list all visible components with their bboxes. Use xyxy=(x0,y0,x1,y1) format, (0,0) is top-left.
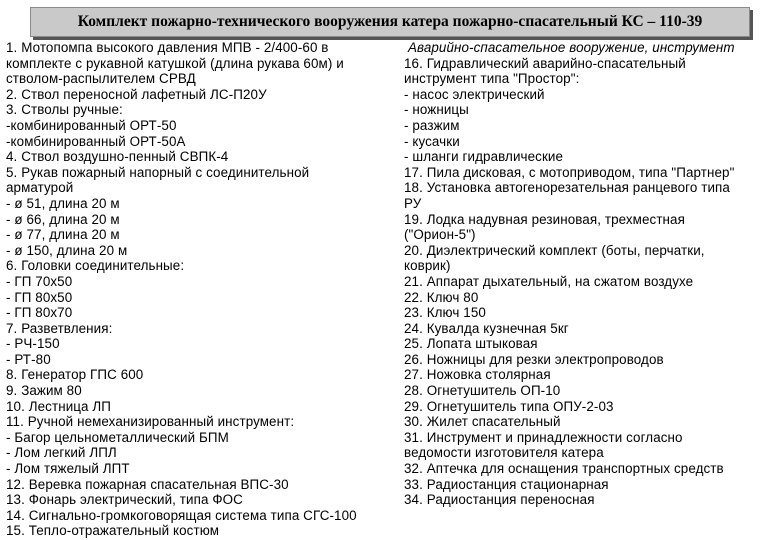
list-item: - ГП 70х50 xyxy=(6,273,73,289)
list-item: - РТ-80 xyxy=(6,351,51,367)
list-item: 3. Стволы ручные: xyxy=(6,102,123,118)
list-item: 16. Гидравлический аварийно-спасательный xyxy=(404,55,686,71)
right-equipment-list xyxy=(404,40,776,508)
list-item: - ø 150, длина 20 м xyxy=(6,242,128,258)
list-item: 2. Ствол переносной лафетный ЛС-П20У xyxy=(6,86,267,102)
list-item: ведомости изготовителя катера xyxy=(404,445,604,461)
list-item: - ø 51, длина 20 м xyxy=(6,195,120,211)
list-item: - ГП 80х50 xyxy=(6,289,73,305)
list-item: ("Орион-5") xyxy=(404,227,476,243)
list-item: РУ xyxy=(404,195,422,211)
list-item: 19. Лодка надувная резиновая, трехместная xyxy=(404,211,685,227)
list-item: 25. Лопата штыковая xyxy=(404,336,538,352)
list-item: 6. Головки соединительные: xyxy=(6,258,185,274)
list-item: инструмент типа "Простор": xyxy=(404,71,580,87)
list-item: 29. Огнетушитель типа ОПУ-2-03 xyxy=(404,398,614,414)
list-item: 11. Ручной немеханизированный инструмент: xyxy=(6,414,295,430)
page-title-text: Комплект пожарно-технического вооружения катера пожарно-спасательный КС – 110-39 xyxy=(77,13,703,30)
list-item: 26. Ножницы для резки электропроводов xyxy=(404,351,664,367)
list-item: - насос электрический xyxy=(404,86,545,102)
list-item: 23. Ключ 150 xyxy=(404,305,486,321)
list-item: - Багор цельнометаллический БПМ xyxy=(6,429,229,445)
list-item: 5. Рукав пожарный напорный с соединительной xyxy=(6,164,310,180)
list-item: 18. Установка автогенорезательная ранцевого типа xyxy=(404,180,730,196)
list-item: 7. Разветвления: xyxy=(6,320,113,336)
list-item: - кусачки xyxy=(404,133,460,149)
list-item: 4. Ствол воздушно-пенный СВПК-4 xyxy=(6,149,229,165)
list-item: -комбинированный ОРТ-50А xyxy=(6,133,186,149)
list-item: 28. Огнетушитель ОП-10 xyxy=(404,383,561,399)
list-item: 14. Сигнально-громкоговорящая система типа СГС-100 xyxy=(6,507,357,523)
list-item: арматурой xyxy=(6,180,74,196)
list-item: - ГП 80х70 xyxy=(6,305,73,321)
list-item: 20. Диэлектрический комплект (боты, перчатки, xyxy=(404,242,705,258)
list-item: 12. Веревка пожарная спасательная ВПС-30 xyxy=(6,476,289,492)
list-item: - Лом тяжелый ЛПТ xyxy=(6,461,130,477)
list-item: 24. Кувалда кузнечная 5кг xyxy=(404,320,569,336)
list-item: 13. Фонарь электрический, типа ФОС xyxy=(6,492,243,508)
left-equipment-list xyxy=(6,40,400,539)
list-item: 17. Пила дисковая, с мотоприводом, типа "Партнер" xyxy=(404,164,735,180)
list-item: -комбинированный ОРТ-50 xyxy=(6,117,177,133)
list-item: комплекте с рукавной катушкой (длина рукава 60м) и xyxy=(6,55,344,71)
list-item: - шланги гидравлические xyxy=(404,149,564,165)
list-item: 32. Аптечка для оснащения транспортных средств xyxy=(404,461,724,477)
list-item: - РЧ-150 xyxy=(6,336,60,352)
list-item: 31. Инструмент и принадлежности согласно xyxy=(404,429,683,445)
list-item: 1. Мотопомпа высокого давления МПВ - 2/400-60 в xyxy=(6,40,329,55)
list-item: 8. Генератор ГПС 600 xyxy=(6,367,144,383)
list-item: 22. Ключ 80 xyxy=(404,289,479,305)
list-item: - Лом легкий ЛПЛ xyxy=(6,445,117,461)
list-item: 21. Аппарат дыхательный, на сжатом воздухе xyxy=(404,273,694,289)
page-title xyxy=(30,7,750,37)
list-item: - ø 77, длина 20 м xyxy=(6,227,120,243)
list-item: 15. Тепло-отражательный костюм xyxy=(6,523,219,539)
list-item: 33. Радиостанция стационарная xyxy=(404,476,609,492)
list-item: стволом-распылителем СРВД xyxy=(6,71,196,87)
list-item: - разжим xyxy=(404,117,460,133)
list-item: 27. Ножовка столярная xyxy=(404,367,551,383)
list-item: - ножницы xyxy=(404,102,469,118)
list-item: 30. Жилет спасательный xyxy=(404,414,561,430)
list-item: 9. Зажим 80 xyxy=(6,383,82,399)
list-item: 34. Радиостанция переносная xyxy=(404,492,595,508)
list-item: - ø 66, длина 20 м xyxy=(6,211,120,227)
list-item: коврик) xyxy=(404,258,451,274)
right-section-heading: Аварийно-спасательное вооружение, инструмент xyxy=(408,40,735,55)
list-item: 10. Лестница ЛП xyxy=(6,398,112,414)
